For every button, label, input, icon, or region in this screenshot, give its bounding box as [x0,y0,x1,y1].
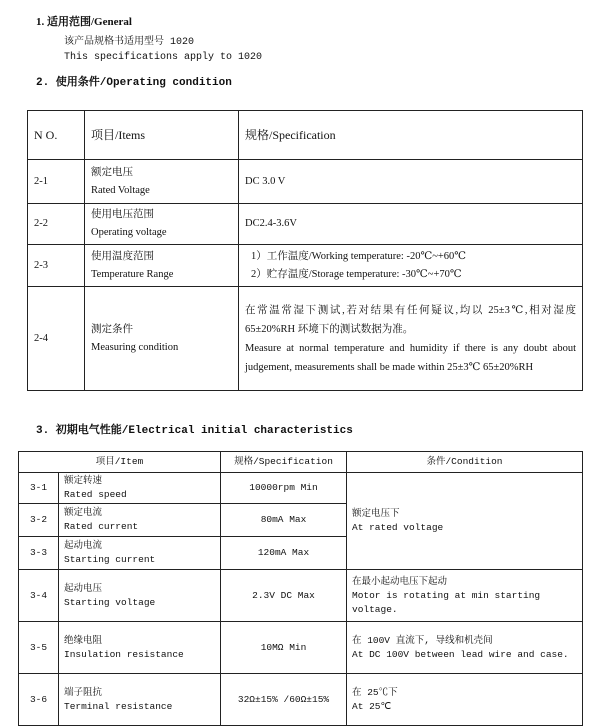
item-cn: 额定转速 [64,475,103,486]
item-en: Terminal resistance [64,700,173,712]
row-no: 2-4 [28,287,85,391]
row-item [85,245,239,287]
item-cn: 使用电压范围 [91,209,154,220]
row-condition [347,674,583,726]
row-spec: 10000rpm Min [221,473,347,504]
header-specification: 规格/Specification [239,111,583,160]
item-cn: 额定电压 [91,166,133,178]
item-cn: 测定条件 [91,323,133,335]
table-row [19,674,583,726]
item-cn: 端子阻抗 [64,686,103,698]
row-spec: 120mA Max [221,537,347,570]
electrical-characteristics-table [18,451,583,726]
table-row [19,622,583,674]
header-item: 项目/Item [19,452,221,473]
row-no: 2-1 [28,160,85,204]
row-no: 2-3 [28,245,85,287]
item-en: Operating voltage [91,227,167,238]
row-item [59,473,221,504]
table-row [19,473,583,504]
row-item [85,160,239,204]
row-item [59,504,221,537]
row-spec: DC2.4-3.6V [239,204,583,245]
section-1-heading: 1. 适用范围/General [36,16,132,28]
item-en: Insulation resistance [64,648,184,660]
item-cn: 起动电压 [64,582,103,594]
row-spec: 32Ω±15% /60Ω±15% [221,674,347,726]
row-no: 3-1 [19,473,59,504]
cond-cn: 在最小起动电压下起动 [352,575,448,587]
row-spec [239,287,583,391]
item-en: Rated current [64,521,139,532]
cond-cn: 在 100V 直流下, 导线和机壳间 [352,634,493,646]
table-row [19,570,583,622]
merged-condition [347,473,583,570]
item-cn: 起动电流 [64,540,103,551]
header-condition: 条件/Condition [347,452,583,473]
header-specification: 规格/Specification [221,452,347,473]
section-1-line-cn: 该产品规格书适用型号 1020 [64,37,195,48]
row-condition [347,622,583,674]
row-no: 3-3 [19,537,59,570]
row-no: 3-2 [19,504,59,537]
row-spec: 10MΩ Min [221,622,347,674]
row-item [85,204,239,245]
row-item [85,287,239,391]
section-3-heading: 3. 初期电气性能/Electrical initial characteristics [36,425,353,437]
table-row [28,287,583,391]
item-cn: 额定电流 [64,507,103,518]
row-spec: 80mA Max [221,504,347,537]
spec-line-working: 1）工作温度/Working temperature: -20℃~+60℃ [251,250,467,262]
item-en: Rated Voltage [91,184,150,196]
cond-en: Motor is rotating at min starting voltage. [352,589,541,615]
cond-cn: 额定电压下 [352,508,400,519]
table-row [28,245,583,287]
header-items: 项目/Items [85,111,239,160]
item-en: Temperature Range [91,268,174,280]
row-item [59,570,221,622]
item-en: Starting current [64,554,156,565]
item-cn: 绝缘电阻 [64,634,103,646]
cond-en: At rated voltage [352,522,444,533]
item-en: Starting voltage [64,596,156,608]
row-condition [347,570,583,622]
section-1-line-en: This specifications apply to 1020 [64,52,263,63]
header-no: N O. [28,111,85,160]
row-item [59,537,221,570]
row-spec: DC 3.0 V [239,160,583,204]
table-row [28,204,583,245]
item-en: Rated speed [64,489,127,500]
operating-condition-table [27,110,583,391]
cond-cn: 在 25℃下 [352,686,398,698]
item-en: Measuring condition [91,341,179,353]
spec-note-cn: 在常温常湿下测试,若对结果有任何疑议,均以 25±3℃,相对湿度 65±20%RH 环境下的测试数据为准。 [245,304,576,335]
row-no: 3-6 [19,674,59,726]
row-no: 3-5 [19,622,59,674]
table-header-row [28,111,583,160]
spec-line-storage: 2）贮存温度/Storage temperature: -30℃~+70℃ [251,268,462,280]
row-spec [239,245,583,287]
row-no: 2-2 [28,204,85,245]
cond-en: At DC 100V between lead wire and case. [352,648,569,660]
row-item [59,622,221,674]
table-header-row [19,452,583,473]
item-cn: 使用温度范围 [91,250,154,262]
section-2-heading: 2. 使用条件/Operating condition [36,77,232,89]
cond-en: At 25℃ [352,700,392,712]
table-row [28,160,583,204]
row-item [59,674,221,726]
row-no: 3-4 [19,570,59,622]
spec-note-en: Measure at normal temperature and humidity if there is any doubt about judgement, measurements shall be made within 25±3℃ 65±20%RH [245,342,576,373]
row-spec: 2.3V DC Max [221,570,347,622]
